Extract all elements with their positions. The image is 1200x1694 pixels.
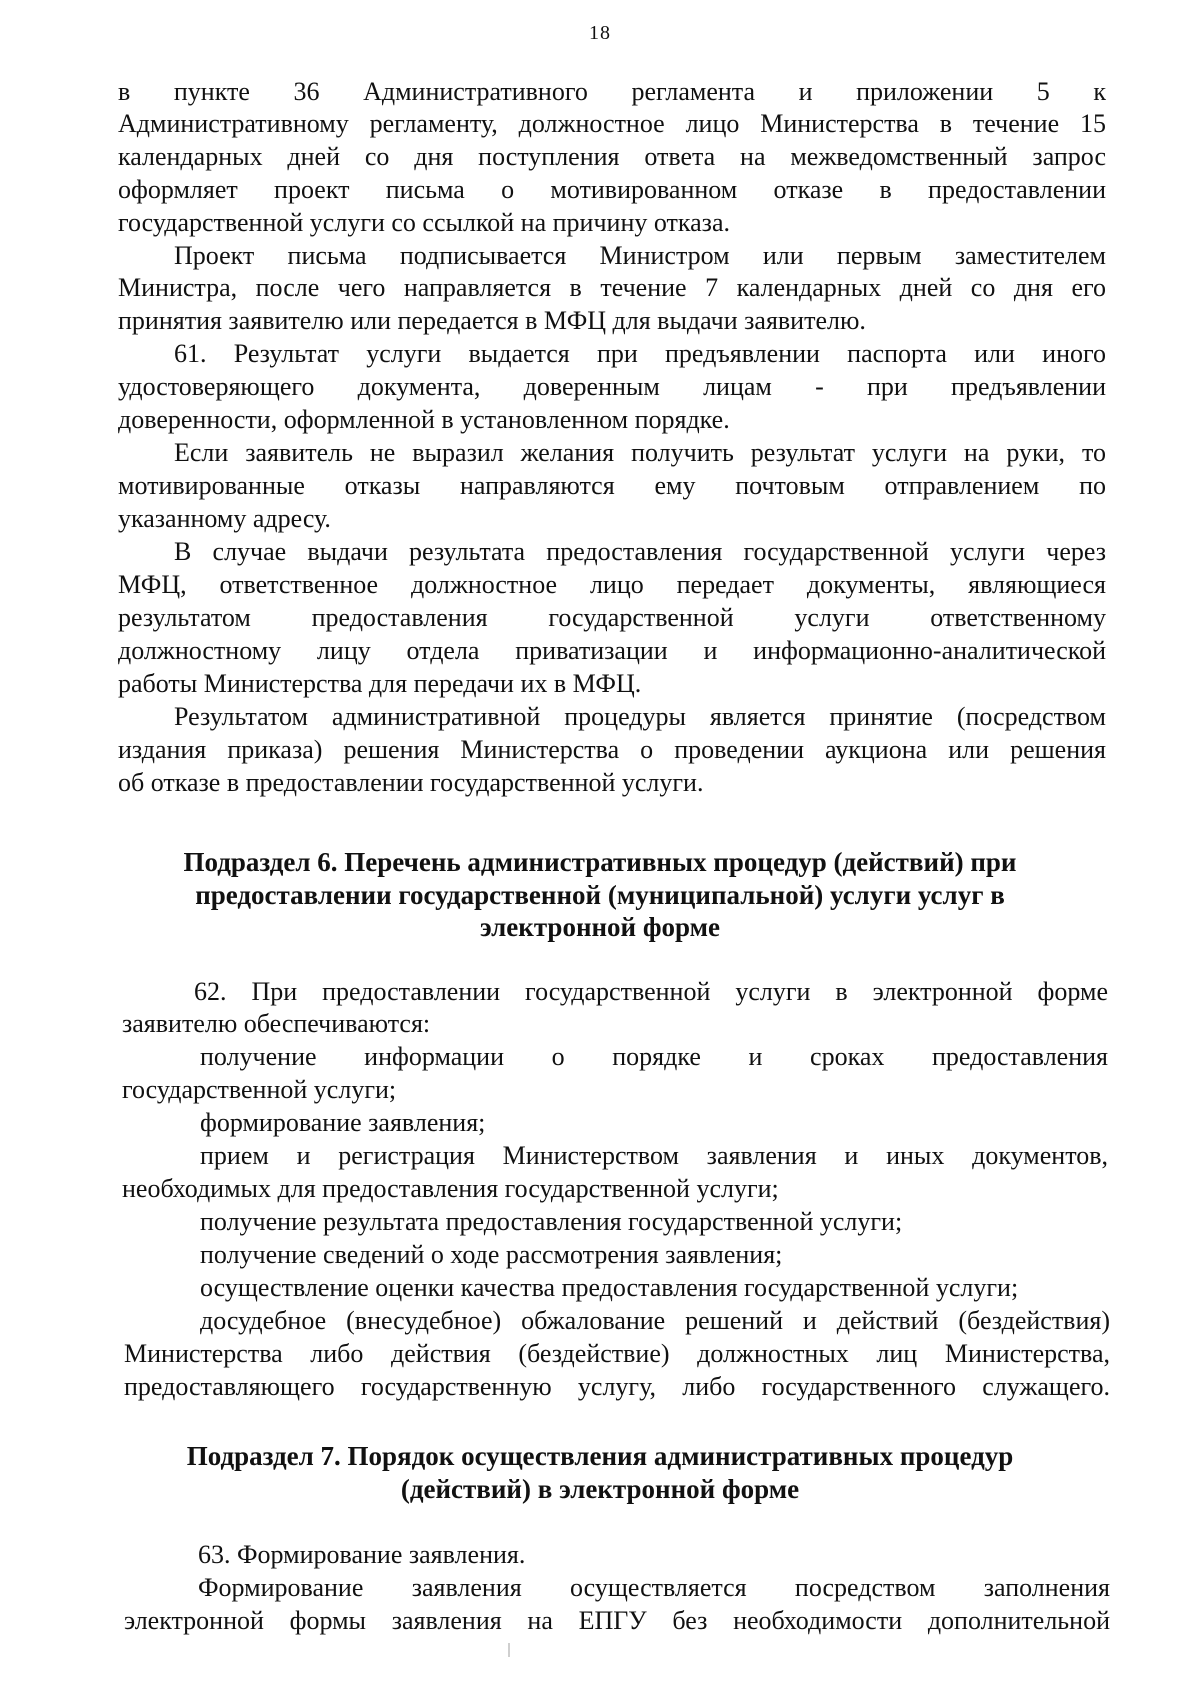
text-line: Формирование заявления осуществляется посредством заполнения	[198, 1573, 1110, 1602]
text-line: работы Министерства для передачи их в МФЦ.	[118, 669, 642, 698]
text-line: указанному адресу.	[118, 504, 331, 533]
text-line: издания приказа) решения Министерства о проведении аукциона или решения	[118, 735, 1106, 764]
text-line: Административному регламенту, должностное лицо Министерства в течение 15	[118, 109, 1106, 138]
text-line: прием и регистрация Министерством заявления и иных документов,	[200, 1141, 1108, 1170]
text-line: в пункте 36 Административного регламента и приложении 5 к	[118, 77, 1106, 106]
text-line: календарных дней со дня поступления ответа на межведомственный запрос	[118, 142, 1106, 171]
section-heading-6: электронной форме	[479, 912, 721, 942]
text-line: результатом предоставления государственной услуги ответственному	[118, 603, 1106, 632]
text-line: государственной услуги;	[122, 1075, 397, 1104]
section-heading-6: предоставлении государственной (муниципальной) услуги услуг в	[195, 880, 1005, 910]
text-line: получение сведений о ходе рассмотрения заявления;	[200, 1240, 783, 1269]
text-line: Министра, после чего направляется в течение 7 календарных дней со дня его	[118, 273, 1106, 302]
text-line: необходимых для предоставления государственной услуги;	[122, 1174, 779, 1203]
text-line: электронной формы заявления на ЕПГУ без необходимости дополнительной	[124, 1606, 1110, 1635]
text-line: Если заявитель не выразил желания получить результат услуги на руки, то	[174, 438, 1106, 467]
section-heading-7: Подраздел 7. Порядок осуществления административных процедур	[186, 1441, 1014, 1471]
text-line: МФЦ, ответственное должностное лицо передает документы, являющиеся	[118, 570, 1106, 599]
text-line: принятия заявителю или передается в МФЦ для выдачи заявителю.	[118, 306, 866, 335]
text-line: осуществление оценки качества предоставления государственной услуги;	[200, 1273, 1019, 1302]
text-line: об отказе в предоставлении государственной услуги.	[118, 768, 704, 797]
text-line: государственной услуги со ссылкой на причину отказа.	[118, 208, 730, 237]
text-line: удостоверяющего документа, доверенным лицам - при предъявлении	[118, 372, 1106, 401]
scan-mark	[508, 1643, 510, 1657]
text-line: формирование заявления;	[200, 1108, 486, 1137]
text-line: Министерства либо действия (бездействие) должностных лиц Министерства,	[124, 1339, 1110, 1368]
text-line: оформляет проект письма о мотивированном отказе в предоставлении	[118, 175, 1106, 204]
text-line: досудебное (внесудебное) обжалование решений и действий (бездействия)	[200, 1306, 1110, 1335]
text-line: должностному лицу отдела приватизации и информационно-аналитической	[118, 636, 1106, 665]
text-line: получение результата предоставления государственной услуги;	[200, 1207, 903, 1236]
text-line: В случае выдачи результата предоставления государственной услуги через	[174, 537, 1106, 566]
section-heading-6: Подраздел 6. Перечень административных процедур (действий) при	[183, 847, 1017, 877]
text-line: 61. Результат услуги выдается при предъявлении паспорта или иного	[174, 339, 1106, 368]
text-line: предоставляющего государственную услугу, либо государственного служащего.	[124, 1372, 1110, 1401]
text-line: 62. При предоставлении государственной услуги в электронной форме	[194, 977, 1108, 1006]
section-heading-7: (действий) в электронной форме	[400, 1474, 800, 1504]
text-line: получение информации о порядке и сроках предоставления	[200, 1042, 1108, 1071]
text-line: доверенности, оформленной в установленном порядке.	[118, 405, 730, 434]
text-line: мотивированные отказы направляются ему почтовым отправлением по	[118, 471, 1106, 500]
text-line: Проект письма подписывается Министром или первым заместителем	[174, 241, 1106, 270]
text-line: Результатом административной процедуры является принятие (посредством	[174, 702, 1106, 731]
page-number: 18	[589, 22, 611, 44]
text-line: 63. Формирование заявления.	[198, 1540, 526, 1569]
text-line: заявителю обеспечиваются:	[122, 1009, 431, 1038]
